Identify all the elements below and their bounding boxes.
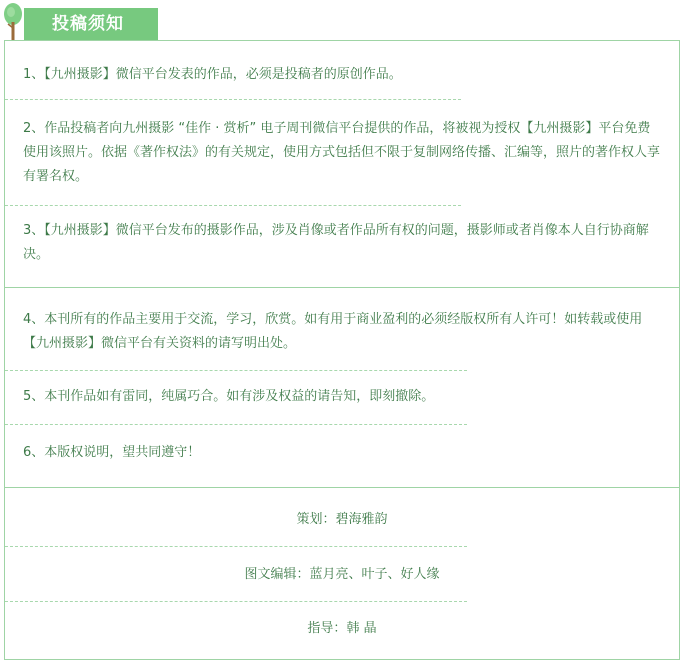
notice-section-2 xyxy=(5,287,679,487)
paragraph-3: 3、【九州摄影】微信平台发布的摄影作品，涉及肖像或者作品所有权的问题，摄影师或者肖像本人自行协商解决。 xyxy=(23,223,649,262)
credit-value: 蓝月亮、叶子、好人缘 xyxy=(309,567,440,582)
notice-section-1 xyxy=(5,41,679,287)
page-title: 投稿须知 xyxy=(24,8,158,40)
credit-value: 碧海雅韵 xyxy=(335,512,388,527)
credit-value: 韩 晶 xyxy=(346,621,377,636)
divider xyxy=(5,99,461,100)
credit-planner xyxy=(5,510,679,530)
divider xyxy=(5,546,467,547)
credit-advisor xyxy=(5,619,679,639)
paragraph-4: 4、本刊所有的作品主要用于交流，学习，欣赏。如有用于商业盈利的必须经版权所有人许可！如转载或使用【九州摄影】微信平台有关资料的请写明出处。 xyxy=(23,312,643,351)
credit-label: 策划： xyxy=(296,512,336,527)
header xyxy=(0,0,684,42)
divider xyxy=(5,370,467,371)
divider xyxy=(5,205,461,206)
credit-label: 指导： xyxy=(307,621,347,636)
paragraph-1: 1、【九州摄影】微信平台发表的作品，必须是投稿者的原创作品。 xyxy=(23,67,402,82)
tree-icon xyxy=(2,2,24,40)
credit-label: 图文编辑： xyxy=(244,567,310,582)
notice-frame xyxy=(4,40,680,660)
credit-editor xyxy=(5,565,679,585)
paragraph-2: 2、作品投稿者向九州摄影 “佳作 · 赏析” 电子周刊微信平台提供的作品，将被视为授权【九州摄影】平台免费使用该照片。依据《著作权法》的有关规定，使用方式包括但不限于复制网络传播、汇编等，照片的著作权人享有署名权。 xyxy=(23,121,661,184)
paragraph-5: 5、本刊作品如有雷同，纯属巧合。如有涉及权益的请告知，即刻撤除。 xyxy=(23,389,435,404)
credits-section xyxy=(5,487,679,659)
paragraph-6: 6、本版权说明，望共同遵守！ xyxy=(23,445,201,460)
divider xyxy=(5,601,467,602)
divider xyxy=(5,424,467,425)
